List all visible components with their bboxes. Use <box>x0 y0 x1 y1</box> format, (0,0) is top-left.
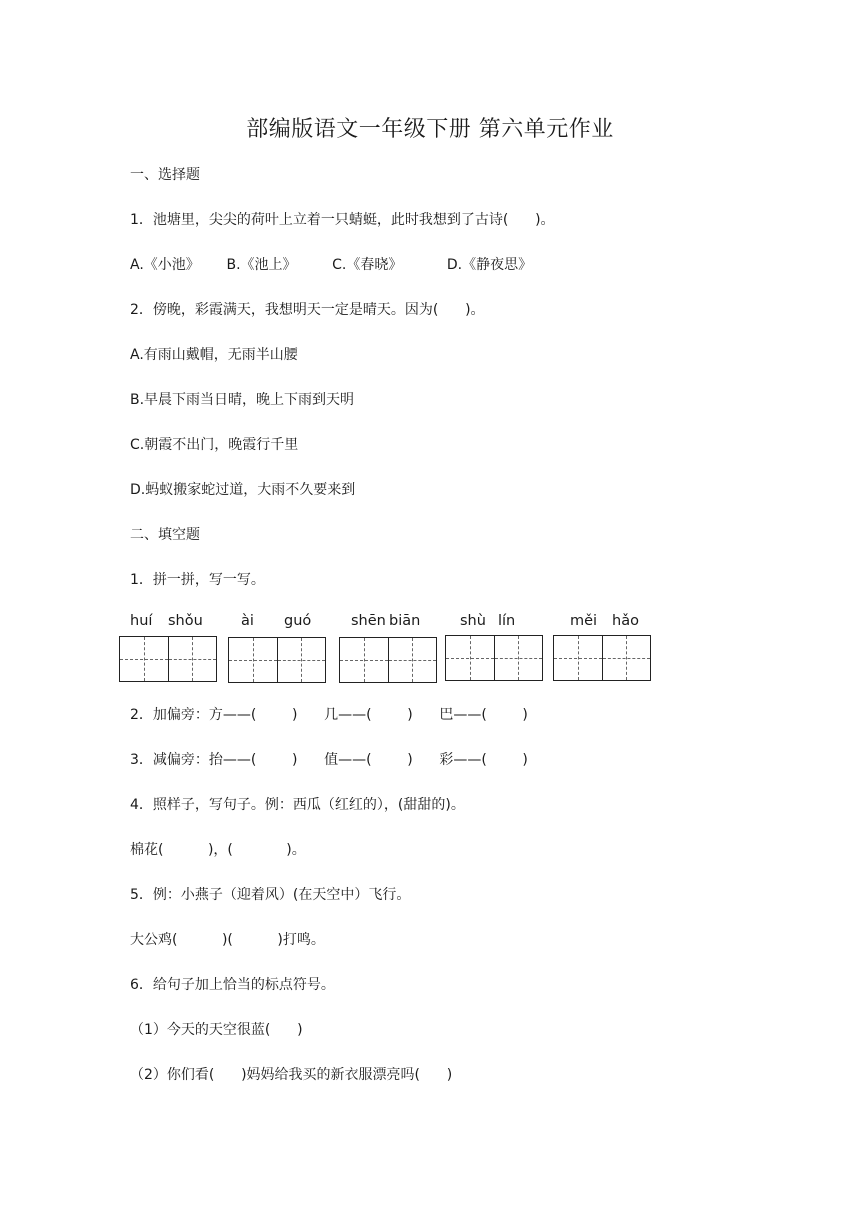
section-heading-choice: 一、选择题 <box>130 167 200 183</box>
pinyin-label: shǒu <box>168 613 203 629</box>
option-b: B.早晨下雨当日晴，晚上下雨到天明 <box>130 392 355 408</box>
fill-question-1: 1．拼一拼，写一写。 <box>130 572 265 588</box>
option-c: C.朝霞不出门，晚霞行千里 <box>130 437 299 453</box>
writing-grid[interactable] <box>445 635 543 681</box>
writing-cell[interactable] <box>120 637 168 681</box>
writing-grid[interactable] <box>339 637 437 683</box>
writing-cell[interactable] <box>446 636 494 680</box>
writing-grid[interactable] <box>119 636 217 682</box>
section-heading-fill: 二、填空题 <box>130 527 200 543</box>
question-1-options: A.《小池》 B.《池上》 C.《春晓》 D.《静夜思》 <box>130 257 533 273</box>
pinyin-label: guó <box>284 613 312 629</box>
pinyin-label: shù <box>460 613 486 629</box>
writing-cell[interactable] <box>494 636 543 680</box>
question-2: 2．傍晚，彩霞满天，我想明天一定是晴天。因为( )。 <box>130 302 485 318</box>
pinyin-label: ài <box>241 613 254 629</box>
pinyin-label: hǎo <box>612 613 639 629</box>
pinyin-label: shēn <box>351 613 386 629</box>
option-a: A.有雨山戴帽，无雨半山腰 <box>130 347 298 363</box>
pinyin-label: lín <box>498 613 516 629</box>
fill-question-4-blank: 棉花( )，( )。 <box>130 842 306 858</box>
writing-cell[interactable] <box>554 636 602 680</box>
page-title: 部编版语文一年级下册 第六单元作业 <box>246 117 614 142</box>
fill-question-5: 5．例：小燕子（迎着风）(在天空中）飞行。 <box>130 887 411 903</box>
fill-question-5-blank: 大公鸡( )( )打鸣。 <box>130 932 325 948</box>
pinyin-label: huí <box>130 613 153 629</box>
pinyin-label: měi <box>570 613 598 629</box>
writing-cell[interactable] <box>229 638 277 682</box>
writing-cell[interactable] <box>388 638 437 682</box>
writing-cell[interactable] <box>340 638 388 682</box>
fill-question-3: 3．减偏旁：抬——( ) 值——( ) 彩——( ) <box>130 752 528 768</box>
question-1: 1．池塘里，尖尖的荷叶上立着一只蜻蜓，此时我想到了古诗( )。 <box>130 212 555 228</box>
fill-question-4: 4．照样子，写句子。例：西瓜（红红的），(甜甜的)。 <box>130 797 465 813</box>
fill-question-6: 6．给句子加上恰当的标点符号。 <box>130 977 335 993</box>
fill-question-6-item-2: （2）你们看( )妈妈给我买的新衣服漂亮吗( ) <box>130 1067 453 1083</box>
writing-cell[interactable] <box>602 636 651 680</box>
pinyin-label: biān <box>389 613 421 629</box>
option-d: D.蚂蚁搬家蛇过道，大雨不久要来到 <box>130 482 356 498</box>
fill-question-2: 2．加偏旁：方——( ) 几——( ) 巴——( ) <box>130 707 528 723</box>
writing-cell[interactable] <box>277 638 326 682</box>
writing-cell[interactable] <box>168 637 217 681</box>
writing-grid[interactable] <box>553 635 651 681</box>
writing-grid[interactable] <box>228 637 326 683</box>
fill-question-6-item-1: （1）今天的天空很蓝( ) <box>130 1022 303 1038</box>
